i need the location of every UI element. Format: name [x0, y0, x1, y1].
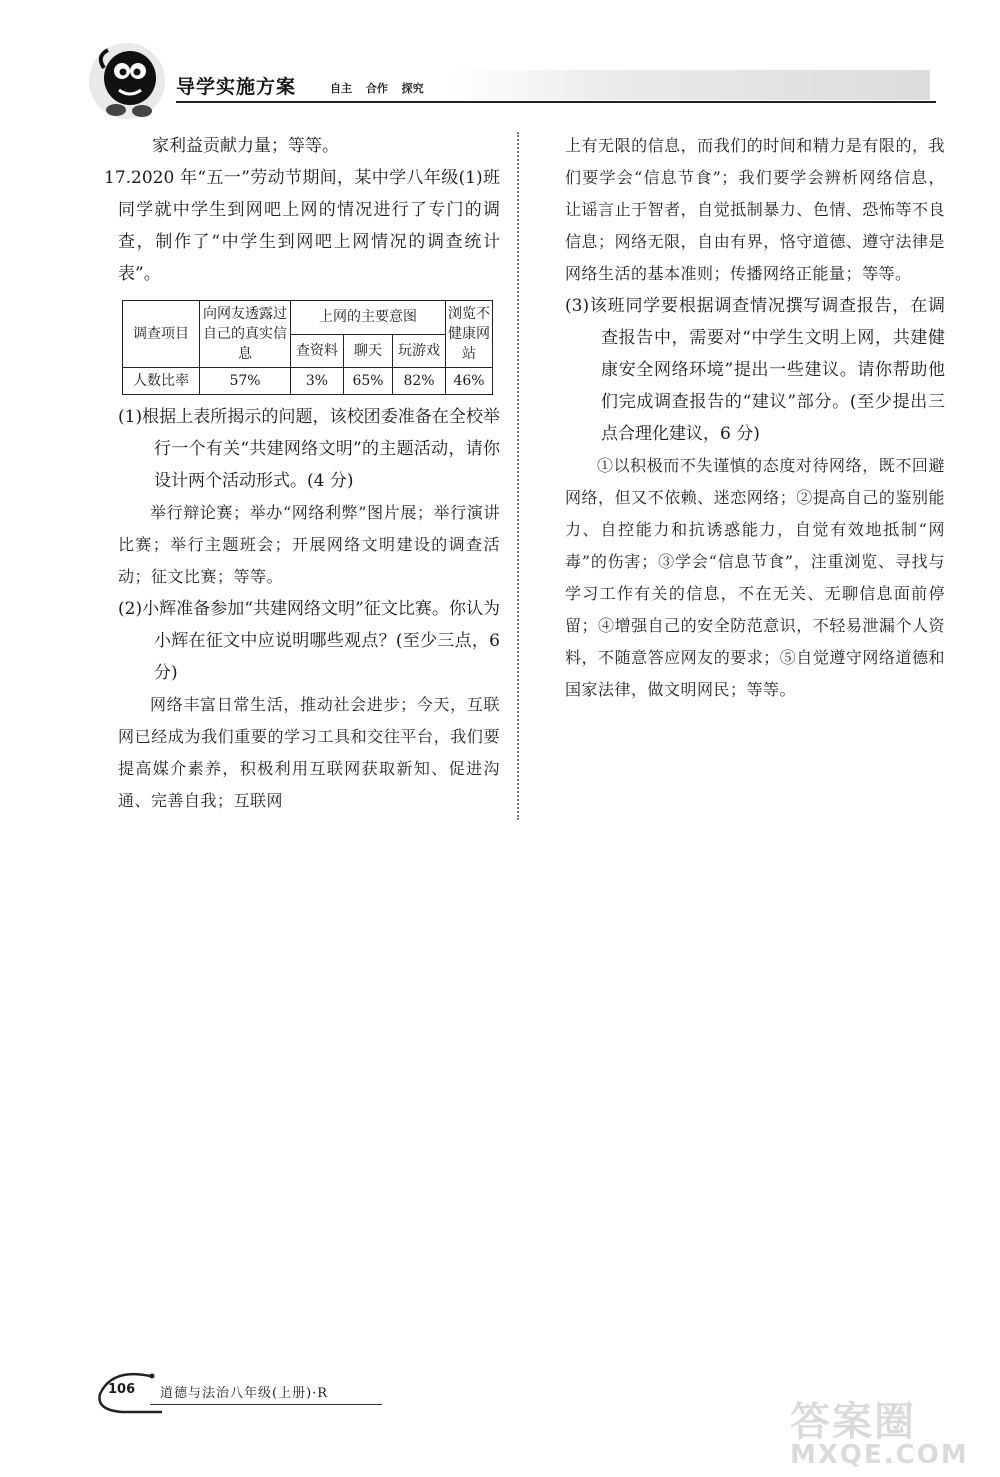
footer-rule: [150, 1404, 382, 1405]
header-band: [450, 70, 930, 100]
table-row-header: 调查项目: [123, 301, 200, 368]
answer-1: 举行辩论赛；举办“网络利弊”图片展；举行演讲比赛；举行主题班会；开展网络文明建设的调查活动；征文比赛；等等。: [118, 503, 500, 586]
question-3: (3)该班同学要根据调查情况撰写调查报告，在调查报告中，需要对“中学生文明上网，共建健康安全网络环境”提出一些建议。请你帮助他们完成调查报告的“建议”部分。(至少提出三点合理化建议，6 分): [565, 296, 945, 444]
mascot-logo-icon: [86, 38, 168, 124]
left-column: [104, 130, 500, 817]
watermark-url: MXQE.COM: [790, 1440, 969, 1470]
table-group-header: 上网的主要意图: [291, 301, 446, 335]
answer-3: ①以积极而不失谨慎的态度对待网络，既不回避网络，但又不依赖、迷恋网络；②提高自己的鉴别能力、自控能力和抗诱惑能力，自觉有效地抵制“网毒”的伤害；③学会“信息节食”，注重浏览、寻找与学习工作有关的信息，不在无关、无聊信息面前停留；④增强自己的安全防范意识，不轻易泄漏个人资料，不随意答应网友的要求；⑤自觉遵守网络道德和国家法律，做文明网民；等等。: [565, 456, 945, 699]
table-sub-games: 玩游戏: [393, 334, 446, 368]
right-column: [565, 130, 945, 706]
table-cell: 3%: [291, 368, 344, 395]
column-divider: [517, 132, 519, 820]
header-motto: 自主 合作 探究: [330, 82, 424, 95]
table-cell: 82%: [393, 368, 446, 395]
table-row2-header: 人数比率: [123, 368, 200, 395]
table-col-unhealthy-sites: 浏览不健康网站: [446, 301, 493, 368]
header-brand: 导学实施方案: [176, 76, 297, 98]
page-number: 106: [108, 1382, 136, 1397]
page-footer: [0, 1360, 1000, 1477]
question-17: [104, 162, 500, 290]
question-2: (2)小辉准备参加“共建网络文明”征文比赛。你认为小辉在征文中应说明哪些观点？(至少三点，6 分): [118, 599, 500, 683]
question-17-text: 2020 年“五一”劳动节期间，某中学八年级(1)班同学就中学生到网吧上网的情况进行了专门的调查，制作了“中学生到网吧上网情况的调查统计表”。: [118, 168, 500, 284]
answer-2-continued: 上有无限的信息，而我们的时间和精力是有限的，我们要学会“信息节食”；我们要学会辨析网络信息，让谣言止于智者，自觉抵制暴力、色情、恐怖等不良信息；网络无限，自由有界，恪守道德、遵守法律是网络生活的基本准则；传播网络正能量；等等。: [565, 136, 945, 283]
book-title: 道德与法治八年级(上册)·R: [160, 1386, 329, 1401]
table-cell: 57%: [200, 368, 291, 395]
header-rule: [176, 101, 936, 103]
answer-2: 网络丰富日常生活，推动社会进步；今天，互联网已经成为我们重要的学习工具和交往平台，我们要提高媒介素养，积极利用互联网获取新知、促进沟通、完善自我；互联网: [118, 695, 500, 810]
survey-table: [122, 300, 493, 395]
continued-answer: 家利益贡献力量；等等。: [152, 136, 339, 156]
table-cell: 65%: [344, 368, 393, 395]
watermark: 答案圈: [790, 1399, 916, 1445]
page-header: [0, 0, 1000, 130]
table-col-reveal-info: 向网友透露过自己的真实信息: [200, 301, 291, 368]
table-sub-research: 查资料: [291, 334, 344, 368]
table-cell: 46%: [446, 368, 493, 395]
question-number: 17.: [104, 168, 132, 188]
table-sub-chat: 聊天: [344, 334, 393, 368]
question-1: (1)根据上表所揭示的问题，该校团委准备在全校举行一个有关“共建网络文明”的主题活动，请你设计两个活动形式。(4 分): [118, 407, 500, 491]
